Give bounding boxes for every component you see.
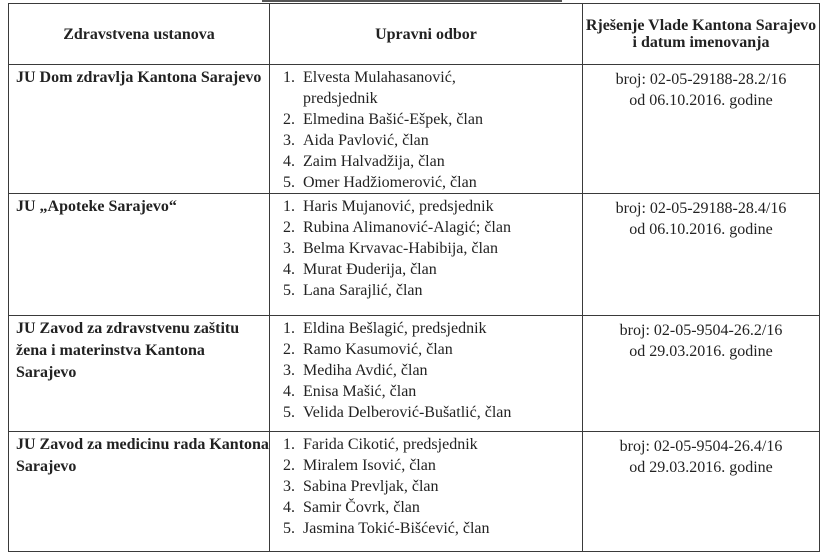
member-number: 3.	[283, 132, 295, 149]
decision-date: od 29.03.2016. godine	[629, 459, 773, 476]
member-number	[270, 88, 303, 109]
member-list	[270, 67, 582, 193]
list-item	[270, 318, 582, 339]
decision-date: od 29.03.2016. godine	[629, 343, 773, 360]
member-name: Aida Pavlović, član	[303, 132, 429, 149]
member-name: Belma Krvavac-Habibija, član	[303, 240, 499, 257]
list-item	[270, 339, 582, 360]
member-number: 4.	[283, 383, 295, 400]
list-item	[270, 381, 582, 402]
list-item	[270, 196, 582, 217]
decision-cell	[583, 65, 820, 194]
member-name: Murat Đuderija, član	[303, 261, 437, 278]
board-members	[270, 316, 583, 432]
member-name: Farida Cikotić, predsjednik	[303, 436, 478, 453]
decision-number: broj: 02-05-29188-28.2/16	[615, 71, 787, 88]
member-number: 3.	[283, 362, 295, 379]
member-number: 2.	[283, 111, 295, 128]
member-name: Ramo Kasumović, član	[303, 341, 453, 358]
list-item	[270, 360, 582, 381]
member-list	[270, 196, 582, 301]
member-number: 4.	[283, 261, 295, 278]
list-item	[270, 238, 582, 259]
list-item	[270, 518, 582, 539]
decision-number: broj: 02-05-29188-28.4/16	[615, 200, 787, 217]
list-item	[270, 88, 582, 109]
member-name: Lana Sarajlić, član	[303, 282, 423, 299]
table-row	[9, 432, 820, 552]
institution-name: JU Zavod za zdravstvenu zaštitu žena i materinstva Kantona Sarajevo	[9, 316, 270, 432]
decision-number: broj: 02-05-9504-26.2/16	[619, 322, 783, 339]
decision-cell	[583, 194, 820, 316]
decision-cell	[583, 432, 820, 552]
list-item	[270, 109, 582, 130]
member-name: Rubina Alimanović-Alagić; član	[303, 219, 511, 236]
cropped-text-line	[262, 0, 562, 2]
member-list	[270, 318, 582, 423]
table-header-row	[9, 4, 820, 65]
member-number: 1.	[283, 198, 295, 215]
member-number: 5.	[283, 282, 295, 299]
member-number: 4.	[283, 499, 295, 516]
table-row	[9, 194, 820, 316]
member-number: 3.	[283, 240, 295, 257]
decision-cell	[583, 316, 820, 432]
institution-name: JU „Apoteke Sarajevo“	[9, 194, 270, 316]
member-name: predsjednik	[303, 90, 378, 107]
decision-date: od 06.10.2016. godine	[629, 221, 773, 238]
list-item	[270, 434, 582, 455]
member-number: 2.	[283, 457, 295, 474]
table-row	[9, 316, 820, 432]
member-name: Sabina Prevljak, član	[303, 478, 439, 495]
member-name: Miralem Isović, član	[303, 457, 436, 474]
member-number: 1.	[283, 69, 295, 86]
member-name: Velida Delberović-Bušatlić, član	[303, 404, 512, 421]
header-board: Upravni odbor	[270, 4, 583, 65]
board-members	[270, 194, 583, 316]
member-number: 3.	[283, 478, 295, 495]
list-item	[270, 497, 582, 518]
list-item	[270, 217, 582, 238]
member-name: Enisa Mašić, član	[303, 383, 417, 400]
institution-name: JU Zavod za medicinu rada Kantona Sarajevo	[9, 432, 270, 552]
decision-number: broj: 02-05-9504-26.4/16	[619, 438, 783, 455]
list-item	[270, 172, 582, 193]
member-name: Elmedina Bašić-Ešpek, član	[303, 111, 483, 128]
header-institution: Zdravstvena ustanova	[9, 4, 270, 65]
member-name: Jasmina Tokić-Bišćević, član	[303, 520, 490, 537]
list-item	[270, 455, 582, 476]
member-name: Elvesta Mulahasanović,	[303, 69, 456, 86]
member-number: 2.	[283, 219, 295, 236]
board-table	[8, 3, 820, 552]
list-item	[270, 151, 582, 172]
member-number: 4.	[283, 153, 295, 170]
member-name: Samir Čovrk, član	[303, 499, 420, 516]
member-number: 5.	[283, 404, 295, 421]
list-item	[270, 67, 582, 88]
member-number: 1.	[283, 436, 295, 453]
member-number: 5.	[283, 174, 295, 191]
board-members	[270, 65, 583, 194]
member-name: Haris Mujanović, predsjednik	[303, 198, 494, 215]
board-members	[270, 432, 583, 552]
table-row	[9, 65, 820, 194]
member-list	[270, 434, 582, 539]
member-number: 1.	[283, 320, 295, 337]
decision-date: od 06.10.2016. godine	[629, 92, 773, 109]
member-name: Omer Hadžiomerović, član	[303, 174, 477, 191]
member-name: Eldina Bešlagić, predsjednik	[303, 320, 487, 337]
list-item	[270, 130, 582, 151]
member-name: Zaim Halvadžija, član	[303, 153, 445, 170]
list-item	[270, 280, 582, 301]
member-name: Mediha Avdić, član	[303, 362, 428, 379]
list-item	[270, 402, 582, 423]
header-decision: Rješenje Vlade Kantona Sarajevo i datum imenovanja	[583, 4, 820, 65]
member-number: 2.	[283, 341, 295, 358]
institution-name: JU Dom zdravlja Kantona Sarajevo	[9, 65, 270, 194]
list-item	[270, 259, 582, 280]
member-number: 5.	[283, 520, 295, 537]
list-item	[270, 476, 582, 497]
